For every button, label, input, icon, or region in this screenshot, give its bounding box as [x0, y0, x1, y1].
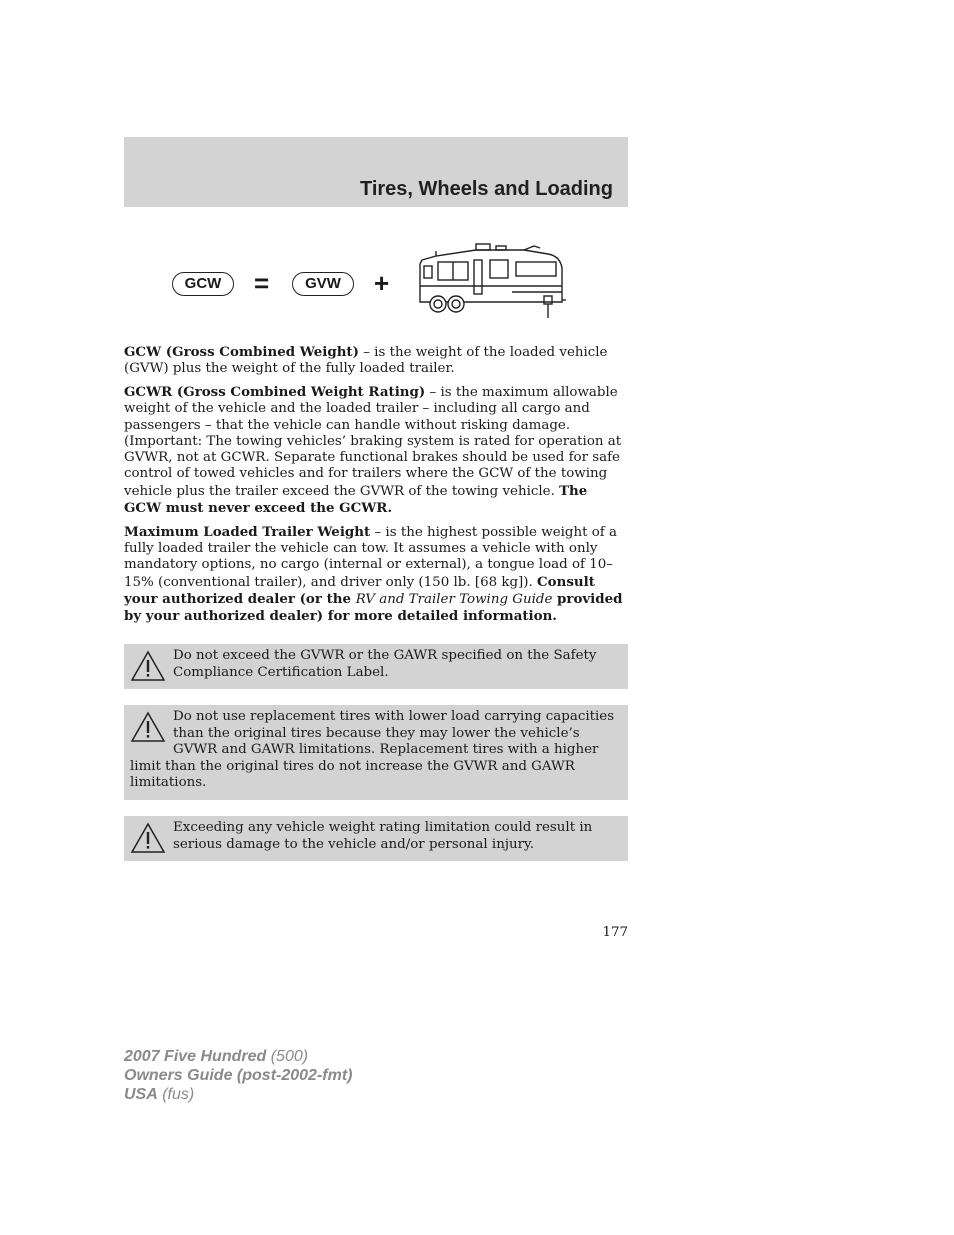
footer-line-1	[124, 1047, 352, 1066]
body-text	[124, 344, 628, 632]
document-footer	[124, 1047, 352, 1104]
page-number: 177	[602, 925, 628, 940]
gcwr-description: – is the maximum allowable weight of the vehicle and the loaded trailer – including all cargo and passengers – that the vehicle can handle without risking damage. (Important: The towing vehicles’ braking system is rated for operation at GVWR, not at GCWR. Separate functional brakes should be used for safe control of towed vehicles and for trailers where the GCW of the towing vehicle plus the trailer exceed the GVWR of the towing vehicle.	[124, 384, 622, 499]
warning-box	[124, 705, 628, 800]
warning-triangle-icon	[130, 649, 166, 683]
warning-text: Do not use replacement tires with lower load carrying capacities than the original tires because they may lower the vehicle’s GVWR and GAWR limitations. Replacement tires with a higher limit than the original tires do not increase the GVWR and GAWR limitations.	[130, 709, 615, 791]
mltw-bold-note-a: Consult your authorized dealer (or the	[124, 573, 595, 607]
warning-triangle-icon	[130, 821, 166, 855]
footer-model: 2007 Five Hundred	[124, 1048, 267, 1065]
gcw-equation-diagram	[172, 240, 572, 325]
warning-text: Exceeding any vehicle weight rating limitation could result in serious damage to the vehicle and/or personal injury.	[173, 820, 593, 852]
footer-line-2	[124, 1066, 352, 1085]
footer-model-code: (500)	[266, 1048, 309, 1065]
plus-sign: +	[374, 268, 390, 298]
gcwr-definition	[124, 384, 628, 517]
section-title: Tires, Wheels and Loading	[359, 178, 613, 200]
mltw-definition	[124, 524, 628, 626]
gvw-label: GVW	[292, 272, 354, 296]
footer-market-code: (fus)	[157, 1086, 195, 1103]
warning-box	[124, 816, 628, 861]
towing-guide-title: RV and Trailer Towing Guide	[355, 591, 553, 607]
equals-sign: =	[254, 268, 270, 298]
warning-box	[124, 644, 628, 689]
warning-triangle-icon	[130, 710, 166, 744]
gcwr-term: GCWR (Gross Combined Weight Rating)	[124, 383, 426, 400]
footer-guide: Owners Guide (post-2002-fmt)	[124, 1067, 353, 1084]
mltw-bold-note-b: provided by your authorized dealer) for more detailed information.	[124, 590, 623, 625]
travel-trailer-icon	[416, 242, 566, 322]
gcw-term: GCW (Gross Combined Weight)	[124, 344, 359, 360]
footer-line-3	[124, 1085, 352, 1104]
warning-text: Do not exceed the GVWR or the GAWR specified on the Safety Compliance Certification Label.	[173, 648, 597, 680]
mltw-term: Maximum Loaded Trailer Weight	[124, 523, 371, 540]
section-header-band	[124, 137, 628, 207]
gcw-label: GCW	[172, 272, 234, 296]
gcw-definition	[124, 344, 628, 378]
footer-market: USA	[124, 1086, 158, 1103]
mltw-description: – is the highest possible weight of a fully loaded trailer the vehicle can tow. It assumes a vehicle with only mandatory options, no cargo (internal or external), a tongue load of 10–15% (conventional trailer), and driver only (150 lb. [68 kg]).	[124, 524, 618, 590]
gcw-description: – is the weight of the loaded vehicle (GVW) plus the weight of the fully loaded trailer.	[124, 345, 608, 377]
gcwr-bold-note: The GCW must never exceed the GCWR.	[124, 482, 588, 517]
